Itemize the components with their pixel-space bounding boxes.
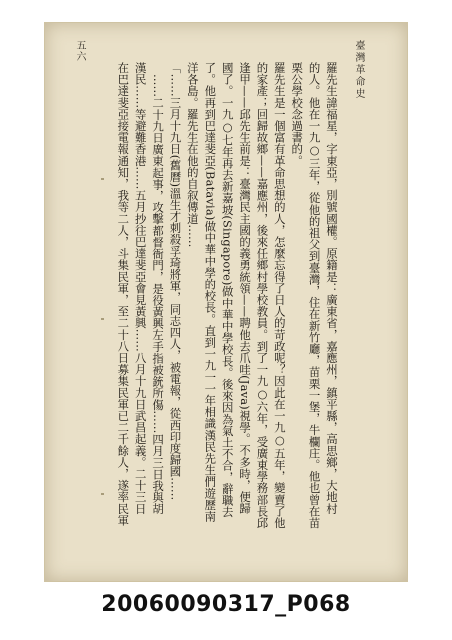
quote-column: 「……三月十九日(舊曆)溫生才刺殺孚琦將軍，同志四人，被電報，從西印度歸國…… — [168, 62, 183, 501]
running-header-title: 臺灣革命史 — [353, 40, 364, 100]
text-column: 洋各島。羅先生在他的自叙傳道…… — [185, 62, 200, 248]
text-column: 栗公學校念過書的。 — [290, 62, 305, 167]
text-column: 羅先生諱福星，字東亞，別號國權。原籍是：廣東省，嘉應州，鎮平縣，高思鄉，大地村 — [325, 62, 339, 515]
quote-column: 在巴達斐亞接電報通知，我等二人，斗集民軍，至二十八日募集民軍已二千餘人，遂率民軍 — [116, 62, 131, 526]
text-column: 的家產；回歸故鄉——嘉應州，後來任鄉村學校教員。到了一九○六年，受廣東學務部長邱 — [255, 62, 270, 529]
quote-column: ……二十九日廣東起事，攻擊都督衙門，是役黃興左手指被銃所傷……四月三日我與胡 — [151, 74, 166, 515]
text-column: 的人。他在一九○三年，從他的祖父到臺灣，住在新竹廳，苗栗一堡，牛欄庄。他也曾在苗 — [307, 62, 322, 529]
page-number: 五六 — [74, 40, 85, 62]
quote-column: 漢民……等避難香港……五月抄往巴達斐亞會見黃興……八月十九日武昌起義。二十三日 — [133, 62, 148, 515]
image-caption: 20060090317_P068 — [101, 592, 351, 617]
text-column: 了。他再到巴達斐亞(Batavia)做中華中學的校長。直到一九一一年相識漢民先生們遊歷南 — [203, 62, 218, 523]
vertical-text-block — [62, 62, 340, 566]
text-column: 逢甲——邱先生前是：臺灣民主國的義勇統領——聘他去爪哇(Java)視學。不多時，便歸 — [238, 62, 253, 515]
text-column: 羅先生是一個富有革命思想的人，怎麼忘得了日人的苛政呢？因此在一九○五年，變賣了他 — [272, 62, 287, 529]
text-column: 國了。一九○七年再去新嘉坡(Singapore)做中華中學校長。後來因為氣土不合，辭職去 — [220, 62, 235, 518]
